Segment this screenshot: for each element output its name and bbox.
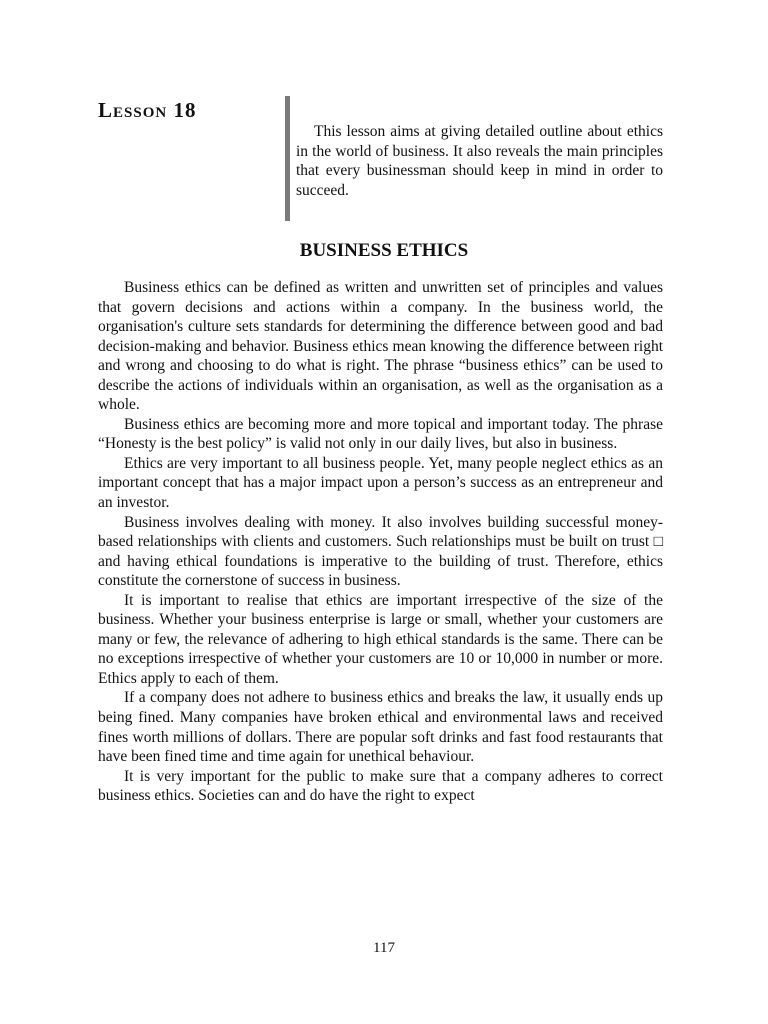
paragraph: It is very important for the public to make sure that a company adheres to correct business ethics. Societies can and do have the right to expect [98,767,663,805]
lesson-abstract: This lesson aims at giving detailed outline about ethics in the world of business. It also reveals the main principles that every businessman should keep in mind in order to succeed. [296,123,663,199]
paragraph: Ethics are very important to all business people. Yet, many people neglect ethics as an important concept that has a major impact upon a person’s success as an entrepreneur and an investor. [98,454,663,512]
page-number: 117 [373,940,395,956]
paragraph: Business ethics are becoming more and more topical and important today. The phrase “Honesty is the best policy” is valid not only in our daily lives, but also in business. [98,415,663,453]
paragraph: Business involves dealing with money. It also involves building successful money-based relationships with clients and customers. Such relationships must be built on trust □ and having ethical foundations is imperative to the building of trust. Therefore, ethics constitute the cornerstone of success in business. [98,513,663,590]
paragraph: If a company does not adhere to business ethics and breaks the law, it usually ends up being fined. Many companies have broken ethical and environmental laws and received fines worth millions of dollars. There are popular soft drinks and fast food restaurants that have been fined time and time again for unethical behaviour. [98,689,663,766]
body-text [98,278,663,806]
paragraph: Business ethics can be defined as written and unwritten set of principles and values that govern decisions and actions within a company. In the business world, the organisation's culture sets standards for determining the difference between good and bad decision-making and behavior. Business ethics mean knowing the difference between right and wrong and choosing to do what is right. The phrase “business ethics” can be used to describe the actions of individuals within an organisation, as well as the organisation as a whole. [98,279,663,414]
lesson-heading: Lesson 18 [98,98,197,122]
page-title: BUSINESS ETHICS [299,240,469,261]
abstract-divider [285,96,290,221]
paragraph: It is important to realise that ethics are important irrespective of the size of the business. Whether your business enterprise is large or small, whether your customers are many or few, the relevance of adhering to high ethical standards is the same. There can be no exceptions irrespective of whether your customers are 10 or 10,000 in number or more. Ethics apply to each of them. [98,591,663,687]
